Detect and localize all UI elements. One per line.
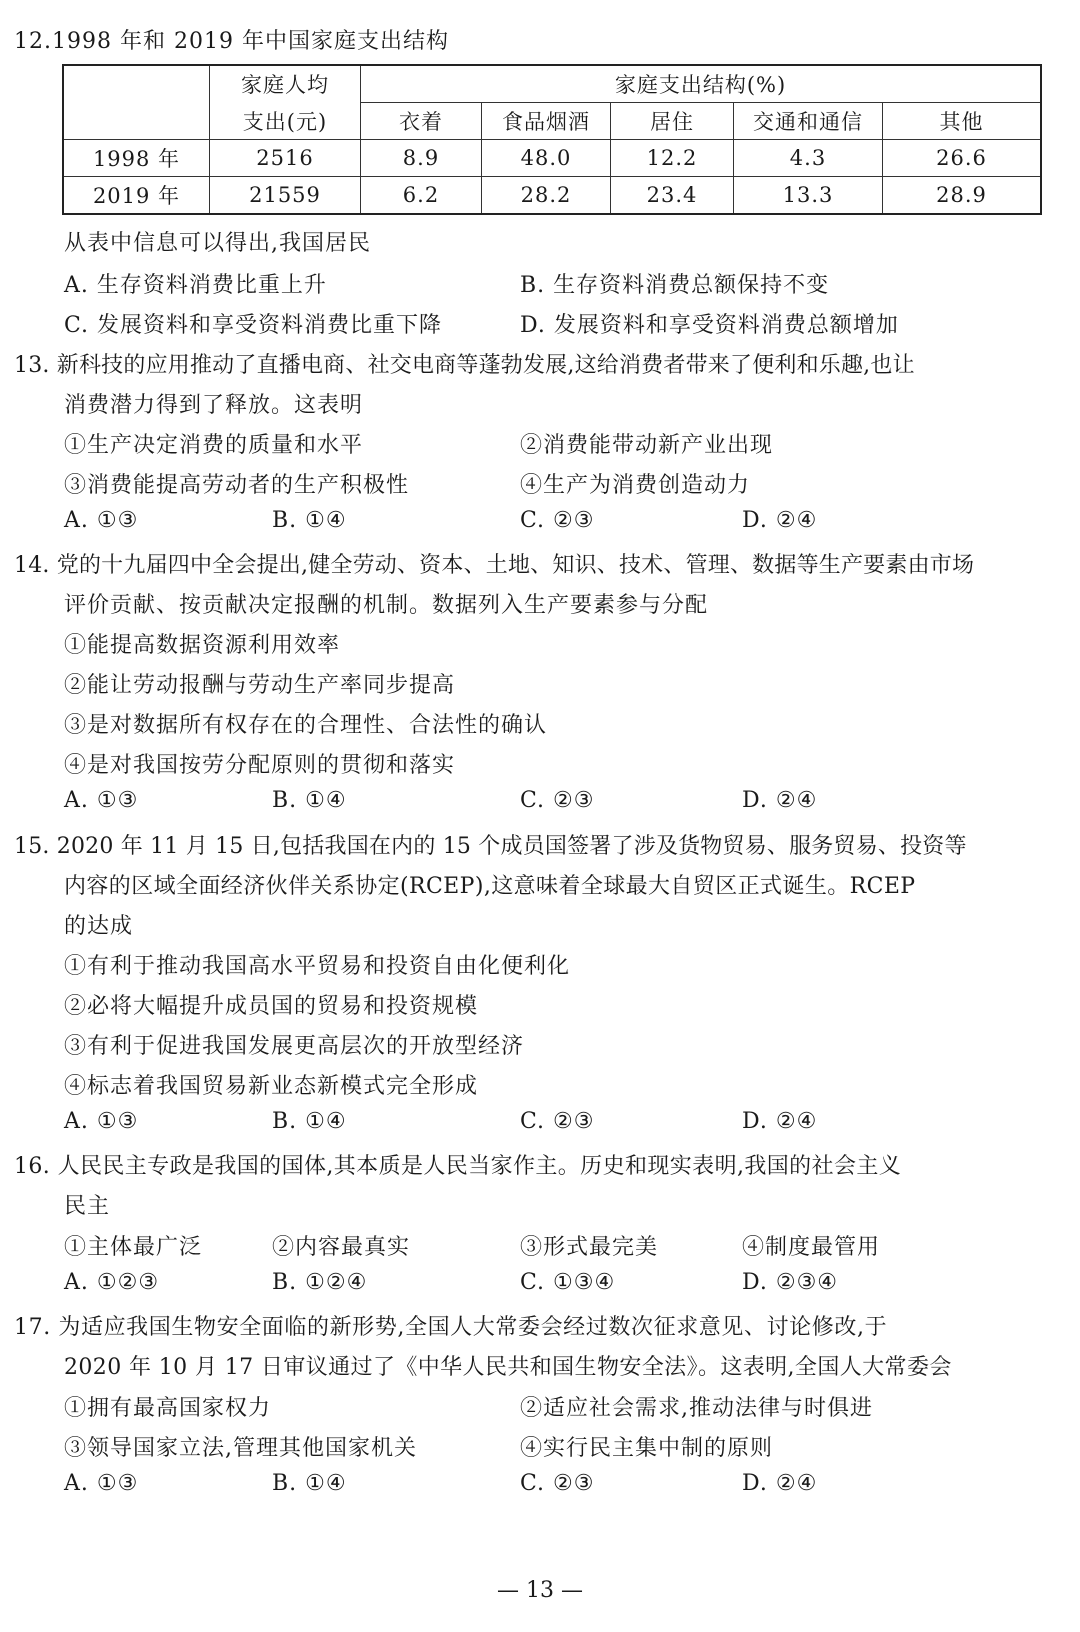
q17-line2: 2020 年 10 月 17 日审议通过了《中华人民共和国生物安全法》。这表明,全国人大常委会 — [64, 1355, 952, 1380]
q16-option-c: C. ①③④ — [520, 1270, 616, 1295]
row-spend: 2516 — [210, 140, 361, 177]
q16-statement-1: ①主体最广泛 — [64, 1235, 203, 1260]
q14-line2: 评价贡献、按贡献决定报酬的机制。数据列入生产要素参与分配 — [64, 593, 709, 618]
cell: 48.0 — [482, 140, 611, 177]
row-spend: 21559 — [210, 177, 361, 215]
q16-statement-2: ②内容最真实 — [272, 1235, 411, 1260]
q13-statement-2: ②消费能带动新产业出现 — [520, 433, 774, 458]
q12-option-c: C. 发展资料和享受资料消费比重下降 — [64, 313, 443, 338]
q17-statement-3: ③领导国家立法,管理其他国家机关 — [64, 1436, 417, 1461]
q13-statement-1: ①生产决定消费的质量和水平 — [64, 433, 364, 458]
q15-option-c: C. ②③ — [520, 1109, 595, 1134]
q12-title: 12.1998 年和 2019 年中国家庭支出结构 — [14, 29, 449, 54]
q17-statement-2: ②适应社会需求,推动法律与时俱进 — [520, 1396, 873, 1421]
q14-statement-4: ④是对我国按劳分配原则的贯彻和落实 — [64, 753, 456, 778]
col-transport: 交通和通信 — [734, 103, 883, 140]
q15-option-b: B. ①④ — [272, 1109, 347, 1134]
q12-option-a: A. 生存资料消费比重上升 — [64, 273, 327, 298]
q17-line1: 17. 为适应我国生物安全面临的新形势,全国人大常委会经过数次征求意见、讨论修改,于 — [14, 1315, 888, 1340]
col-other: 其他 — [883, 103, 1042, 140]
q17-option-b: B. ①④ — [272, 1471, 347, 1496]
q13-statement-3: ③消费能提高劳动者的生产积极性 — [64, 473, 410, 498]
q13-option-d: D. ②④ — [742, 508, 818, 533]
page-number: — 13 — — [497, 1578, 583, 1603]
cell: 26.6 — [883, 140, 1042, 177]
row-year: 2019 年 — [63, 177, 210, 215]
header-per-capita: 家庭人均 — [210, 65, 361, 103]
q16-option-a: A. ①②③ — [64, 1270, 160, 1295]
q15-line1: 15. 2020 年 11 月 15 日,包括我国在内的 15 个成员国签署了涉及货物贸易、服务贸易、投资等 — [14, 834, 967, 859]
q17-option-c: C. ②③ — [520, 1471, 595, 1496]
q16-line2: 民主 — [64, 1194, 111, 1219]
q13-statement-4: ④生产为消费创造动力 — [520, 473, 751, 498]
q17-statement-1: ①拥有最高国家权力 — [64, 1396, 272, 1421]
col-clothing: 衣着 — [361, 103, 482, 140]
col-housing: 居住 — [611, 103, 734, 140]
q13-line2: 消费潜力得到了释放。这表明 — [64, 393, 364, 418]
q14-option-d: D. ②④ — [742, 788, 818, 813]
q13-option-c: C. ②③ — [520, 508, 595, 533]
cell: 12.2 — [611, 140, 734, 177]
q15-statement-4: ④标志着我国贸易新业态新模式完全形成 — [64, 1074, 479, 1099]
q14-statement-2: ②能让劳动报酬与劳动生产率同步提高 — [64, 673, 456, 698]
table-corner-cell — [63, 65, 210, 140]
cell: 13.3 — [734, 177, 883, 215]
q16-statement-4: ④制度最管用 — [742, 1235, 881, 1260]
q16-option-d: D. ②③④ — [742, 1270, 839, 1295]
cell: 4.3 — [734, 140, 883, 177]
q15-line3: 的达成 — [64, 914, 134, 939]
household-spending-table — [62, 64, 1042, 215]
q12-option-b: B. 生存资料消费总额保持不变 — [520, 273, 830, 298]
cell: 28.2 — [482, 177, 611, 215]
q14-line1: 14. 党的十九届四中全会提出,健全劳动、资本、土地、知识、技术、管理、数据等生产要素由市场 — [14, 553, 975, 578]
q14-statement-1: ①能提高数据资源利用效率 — [64, 633, 341, 658]
q15-option-a: A. ①③ — [64, 1109, 139, 1134]
q15-option-d: D. ②④ — [742, 1109, 818, 1134]
row-year: 1998 年 — [63, 140, 210, 177]
q14-statement-3: ③是对数据所有权存在的合理性、合法性的确认 — [64, 713, 548, 738]
q13-option-a: A. ①③ — [64, 508, 139, 533]
table-subheader-row — [63, 103, 1041, 140]
table-row — [63, 177, 1041, 215]
table-row — [63, 140, 1041, 177]
q16-line1: 16. 人民民主专政是我国的国体,其本质是人民当家作主。历史和现实表明,我国的社会主义 — [14, 1154, 902, 1179]
q14-option-a: A. ①③ — [64, 788, 139, 813]
q15-statement-1: ①有利于推动我国高水平贸易和投资自由化便利化 — [64, 954, 571, 979]
q16-statement-3: ③形式最完美 — [520, 1235, 659, 1260]
cell: 28.9 — [883, 177, 1042, 215]
q15-statement-3: ③有利于促进我国发展更高层次的开放型经济 — [64, 1034, 525, 1059]
q14-option-c: C. ②③ — [520, 788, 595, 813]
cell: 6.2 — [361, 177, 482, 215]
q17-statement-4: ④实行民主集中制的原则 — [520, 1436, 774, 1461]
q16-option-b: B. ①②④ — [272, 1270, 368, 1295]
header-structure: 家庭支出结构(%) — [361, 65, 1042, 103]
cell: 8.9 — [361, 140, 482, 177]
q13-option-b: B. ①④ — [272, 508, 347, 533]
q15-statement-2: ②必将大幅提升成员国的贸易和投资规模 — [64, 994, 479, 1019]
header-per-capita-unit: 支出(元) — [210, 103, 361, 140]
q14-option-b: B. ①④ — [272, 788, 347, 813]
q17-option-d: D. ②④ — [742, 1471, 818, 1496]
cell: 23.4 — [611, 177, 734, 215]
table-header-row — [63, 65, 1041, 103]
q13-line1: 13. 新科技的应用推动了直播电商、社交电商等蓬勃发展,这给消费者带来了便利和乐趣,也让 — [14, 353, 915, 378]
q15-line2: 内容的区域全面经济伙伴关系协定(RCEP),这意味着全球最大自贸区正式诞生。RCEP — [64, 874, 916, 899]
q12-option-d: D. 发展资料和享受资料消费总额增加 — [520, 313, 899, 338]
q17-option-a: A. ①③ — [64, 1471, 139, 1496]
q12-stem: 从表中信息可以得出,我国居民 — [64, 231, 371, 256]
col-food: 食品烟酒 — [482, 103, 611, 140]
